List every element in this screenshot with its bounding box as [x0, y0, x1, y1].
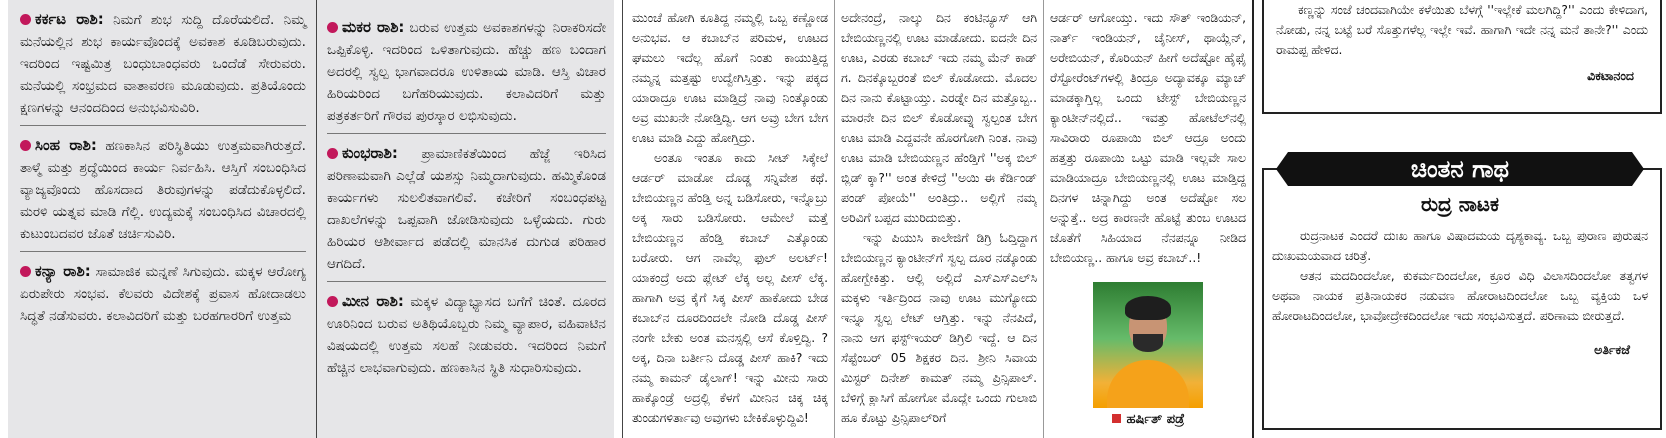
bullet-dot-icon [20, 266, 31, 277]
chintana-gatha-banner [1288, 152, 1632, 186]
story-paragraph: ಆರ್ಡರ್ ಆಗೋಯ್ತು. ಇದು ಸೌತ್ ಇಂಡಿಯನ್, ನಾರ್ತ್ ಇಂಡಿಯನ್, ಚೈನೀಸ್, ಥಾಯ್ಲೆನ್, ಅರೇಬಿಯನ್, ಕೊರಿಯನ್ ಹೀಗೆ ಅದೆಷ್ಟೋ ಹೈಫೈ ರೆಸ್ಟೋರೆಂಟ್‌ಗಳಲ್ಲಿ ತಿಂದ್ರೂ ಅದ್ಯಾವಕ್ಕೂ ಮ್ಯಾಚ್ ಮಾಡಕ್ಕಾಗ್ತಿಲ್ಲ ಒಂದು ಟೇಸ್ಟ್ ಬೇಬಿಯಣ್ಣನ ಕ್ಯಾಂಟೀನ್‌ನಲ್ಲಿದೆ.. ಇವತ್ತು ಹೋಟೆಲ್‌ನಲ್ಲಿ ಸಾವಿರಾರು ರೂಪಾಯಿ ಬಿಲ್ ಆದ್ರೂ ಅಂದು ಹತ್ತತ್ತು ರೂಪಾಯಿ ಒಟ್ಟು ಮಾಡಿ ಇಲ್ಲವೇ ಸಾಲ ಮಾಡಿಯಾದ್ರೂ ಬೇಬಿಯಣ್ಣನಲ್ಲಿ ಊಟ ಮಾಡ್ತಿದ್ದ ದಿನಗಳ ಚಿನ್ನಾಗಿದ್ದು ಅಂತ ಅದೆಷ್ಟೋ ಸಲ ಅನ್ನುತ್ತೆ.. ಅದ್ರ ಕಾರಣನೇ ಹೊಟ್ಟೆ ತುಂಬ ಊಟದ ಜೊತೆಗೆ ಸಿಹಿಯಾದ ನೆನಪನ್ನೂ ನೀಡಿದ ಬೇಬಿಯಣ್ಣ.. ಹಾಗೂ ಅವ್ರ ಕಬಾಬ್..! [1050, 11, 1246, 265]
column-rule [1252, 0, 1254, 438]
author-block [1050, 282, 1246, 427]
rashi-name: ಮಕರ ರಾಶಿ: [342, 18, 405, 36]
rashi-name: ಮೀನ ರಾಶಿ: [342, 292, 404, 310]
divider [327, 133, 606, 134]
horoscope-kanya [20, 260, 306, 327]
story-column-3 [1050, 0, 1246, 438]
signature: ವಿಕಟಾನಂದ [1587, 68, 1634, 83]
article-paragraph: ರುದ್ರನಾಟಕ ಎಂದರೆ ದುಃಖ ಹಾಗೂ ವಿಷಾದಮಯ ದೃಶ್ಯಕಾವ್ಯ. ಒಬ್ಬ ಪುರಾಣ ಪುರುಷನ ದುಃಖಮಯವಾದ ಚರಿತ್ರೆ. [1272, 229, 1648, 263]
horoscope-meena [327, 290, 606, 379]
rashi-text: ಹಣಕಾಸಿನ ಪರಿಸ್ಥಿತಿಯು ಉತ್ತಮವಾಗಿರುತ್ತದೆ. ತಾಳ್ಮೆ ಮತ್ತು ಶ್ರದ್ಧೆಯಿಂದ ಕಾರ್ಯ ನಿರ್ವಹಿಸಿ. ಆಸ್ತಿಗೆ ಸಂಬಂಧಿಸಿದ ವ್ಯಾಜ್ಯವೊಂದು ಹೊಸದಾದ ತಿರುವುಗಳನ್ನು ಪಡೆದುಕೊಳ್ಳಲಿದೆ. ಮರಳಿ ಯತ್ನವ ಮಾಡಿ ಗೆಲ್ಲಿ. ಉದ್ಯಮಕ್ಕೆ ಸಂಬಂಧಿಸಿದ ವಿಚಾರದಲ್ಲಿ ಕುಟುಂಬದವರ ಜೊತೆ ಚರ್ಚಿಸುವಿರಿ. [20, 138, 307, 242]
horoscope-column-left [8, 0, 316, 438]
author-name: ಹರ್ಷಿತ್ ಪಡ್ರೆ [1126, 412, 1185, 427]
horoscope-karkataka [20, 8, 306, 119]
rashi-name: ಕನ್ಯಾ ರಾಶಿ: [35, 262, 91, 280]
bullet-dot-icon [327, 296, 338, 307]
rashi-text: ಬರುವ ಉತ್ತಮ ಅವಕಾಶಗಳನ್ನು ನಿರಾಕರಿಸದೇ ಒಪ್ಪಿಕೊಳ್ಳಿ. ಇದರಿಂದ ಒಳಿತಾಗುವುದು. ಹೆಚ್ಚು ಹಣ ಬಂದಾಗ ಅದರಲ್ಲಿ ಸ್ವಲ್ಪ ಭಾಗವಾದರೂ ಉಳಿತಾಯ ಮಾಡಿ. ಆಸ್ತಿ ವಿಚಾರ ಹಿರಿಯರಿಂದ ಬಗೆಹರಿಯುವುದು. ಕಲಾವಿದರಿಗೆ ಮತ್ತು ಪತ್ರಕರ್ತರಿಗೆ ಗೌರವ ಪುರಸ್ಕಾರ ಲಭಿಸುವುದು. [327, 20, 606, 124]
article-text: ಕಣ್ಣನ್ನು ಸಂಜೆ ಚಂದವಾಗಿಯೇ ಕಳೆಯಿತು ಬೆಳಗ್ಗೆ ''ಇಲ್ಲೇಕೆ ಮಲಗಿದ್ದಿ?'' ಎಂದು ಕೇಳಿದಾಗ, ನೋಡು, ನನ್ನ ಬಟ್ಟೆ ಬರೆ ಸೊತ್ತುಗಳೆಲ್ಲ ಇಲ್ಲೇ ಇವೆ. ಹಾಗಾಗಿ ಇದೇ ನನ್ನ ಮನೆ ತಾನೇ?'' ಎಂದು ರಾಮಪ್ಪ ಹೇಳಿದ. [1276, 3, 1648, 57]
rashi-text: ಸಾಮಾಜಿಕ ಮನ್ನಣೆ ಸಿಗುವುದು. ಮಕ್ಕಳ ಆರೋಗ್ಯ ಏರುಪೇರು ಸಂಭವ. ಕೆಲವರು ವಿದೇಶಕ್ಕೆ ಪ್ರವಾಸ ಹೋದಾಡಲು ಸಿದ್ಧತೆ ನಡೆಸುವರು. ಕಲಾವಿದರಿಗೆ ಮತ್ತು ಬರಹಗಾರರಿಗೆ ಉತ್ತಮ [20, 264, 306, 324]
square-bullet-icon [1112, 414, 1121, 423]
story-column-2 [841, 0, 1037, 438]
story-column-1 [632, 0, 828, 438]
chintana-gatha-content [1272, 190, 1648, 358]
column-rule [834, 0, 835, 438]
rashi-text: ಮಕ್ಕಳ ವಿದ್ಯಾಭ್ಯಾಸದ ಬಗೆಗೆ ಚಿಂತೆ. ದೂರದ ಊರಿನಿಂದ ಬರುವ ಅತಿಥಿಯೊಬ್ಬರು ನಿಮ್ಮ ವ್ಯಾಪಾರ, ವಹಿವಾಟಿನ ವಿಷಯದಲ್ಲಿ ಉತ್ತಮ ಸಲಹೆ ನೀಡುವರು. ಇದರಿಂದ ನಿಮಗೆ ಹೆಚ್ಚಿನ ಲಾಭವಾಗುವುದು. ಹಣಕಾಸಿನ ಸ್ಥಿತಿ ಸುಧಾರಿಸುವುದು. [327, 294, 606, 376]
divider [327, 281, 606, 282]
author-photo [1093, 282, 1203, 408]
author-caption [1050, 412, 1246, 427]
divider [20, 251, 306, 252]
story-paragraph: ಇನ್ನು ಪಿಯುಸಿ ಕಾಲೇಜಿಗೆ ಡಿಗ್ರಿ ಓದ್ತಿದ್ದಾಗ ಬೇಬಿಯಣ್ಣನ ಕ್ಯಾಂಟೀನ್‌ಗೆ ಸ್ವಲ್ಪ ದೂರ ನಡ್ಕೊಂಡು ಹೋಗ್ಬೇಕಿತ್ತು. ಆಲ್ಲಿ ಅಲ್ಲಿದೆ ಎಸ್‌ಎಸ್‌ಎಲ್‌ಸಿ ಮಕ್ಕಳು ಇರ್ತಿದ್ರಿಂದ ನಾವು ಊಟ ಮುಗ್ಯೋದು ಇನ್ನೂ ಸ್ವಲ್ಪ ಲೇಟ್ ಆಗ್ತಿತ್ತು. ಇನ್ನು ನೆನಪಿದೆ, ನಾನು ಆಗ ಫಸ್ಟ್‌ಇಯರ್ ಡಿಗ್ರಿಲಿ ಇದ್ದೆ. ಆ ದಿನ ಸೆಪ್ಟೆಂಬರ್ 05 ಶಿಕ್ಷಕರ ದಿನ. ಶ್ರೀನಿ ಸಿವಾಯ ಮಿಸ್ಟರ್ ದಿನೇಶ್ ಕಾಮತ್ ನಮ್ಮ ಪ್ರಿನ್ಸಿಪಾಲ್. ಬೆಳಿಗ್ಗೆ ಕ್ಲಾಸಿಗೆ ಹೋಗೋ ಮೊದ್ಲೇ ಒಂದು ಗುಲಾಬಿ ಹೂ ಕೊಟ್ಟು ಪ್ರಿನ್ಸಿಪಾಲ್‌ರಿಗೆ [841, 231, 1037, 425]
horoscope-column-right [317, 0, 614, 438]
bullet-dot-icon [20, 140, 31, 151]
story-paragraph: ಅದೇನಂದ್ರೆ, ನಾಲ್ಕು ದಿನ ಕಂಟಿನ್ಯೂಸ್ ಆಗಿ ಬೇಬಿಯಣ್ಣನಲ್ಲಿ ಊಟ ಮಾಡೋದು. ಐದನೇ ದಿನ ಊಟ, ಎರಡು ಕಬಾಬ್ ಇದು ನಮ್ಮ ಮೆನ್ ಕಾಡ್ ಗ. ದಿನಕ್ಕೊಬ್ಬರಂತೆ ಬಿಲ್ ಕೊಡೋದು. ಮೊದಲ ದಿನ ನಾನು ಕೊಟ್ಟಾಯ್ತು. ಎರಡ್ನೇ ದಿನ ಮತ್ತೊಬ್ಬ.. ಮಾರನೇ ದಿನ ಬಿಲ್ ಕೊಡೋವ್ನು ಸ್ವಲ್ಪಂತ ಬೇಗ ಊಟ ಮಾಡಿ ಎದ್ದವನೇ ಹೊರಗೋಗಿ ನಿಂತ. ನಾವು ಊಟ ಮಾಡಿ ಬೇಬಿಯಣ್ಣನ ಹೆಂಡ್ತಿಗೆ ''ಅಕ್ಕ ಬಿಲ್ ಬ್ಲಿಡ್ ಕ್ಕಾ?'' ಅಂತ ಕೇಳಿದ್ರೆ ''ಅಯಿ ಈ ಕೆರ್ಡಿಂಡ್ ಪಂಡ್ ಪೋಯೆ'' ಅಂತಿದ್ರು.. ಅಲ್ಲಿಗೆ ನಮ್ಮ ಅರಿವಿಗೆ ಬಪ್ಪದ ಮುರಿದುಬಿತ್ತು. [841, 11, 1037, 225]
bullet-dot-icon [20, 14, 31, 25]
signature: ಅರ್ತಿಕಜೆ [1594, 342, 1630, 357]
story-paragraph: ಮುಂಚೆ ಹೋಗಿ ಕೂತಿದ್ದ ನಮ್ಮಲ್ಲಿ ಒಬ್ಬ ಕಣ್ಣೋಡ ಅನುಭವ. ಆ ಕಬಾಬ್‌ನ ಪರಿಮಳ, ಊಟದ ಘಮಲು ಇದೆಲ್ಲ ಹೊಗೆ ನಿಂತು ಕಾಯುತ್ತಿದ್ದ ನಮ್ಮನ್ನ ಮತ್ತಷ್ಟು ಉದ್ವೇಗಿಸ್ತಿತ್ತು. ಇನ್ನು ಪಕ್ಕದ ಯಾರಾದ್ರೂ ಊಟ ಮಾಡ್ತಿದ್ರೆ ನಾವು ನಿಂತ್ಕೊಂಡು ಅವ್ರ ಮುಖನೇ ನೋಡ್ತಿದ್ವಿ. ಆಗ ಅವ್ರು ಬೇಗ ಬೇಗ ಊಟ ಮಾಡಿ ಎದ್ದು ಹೋಗ್ತಿದ್ರು. [632, 11, 828, 145]
horoscope-makara [327, 16, 606, 127]
divider [20, 125, 306, 126]
bullet-dot-icon [327, 22, 338, 33]
rashi-name: ಸಿಂಹ ರಾಶಿ: [35, 136, 97, 154]
rashi-text: ಪ್ರಾಮಾಣಿಕತೆಯಿಂದ ಹೆಜ್ಜೆ ಇರಿಸಿದ ಪರಿಣಾಮವಾಗಿ ಎಲ್ಲೆಡೆ ಯಶಸ್ಸು ನಿಮ್ಮದಾಗುವುದು. ಹಮ್ಮಿಕೊಂಡ ಕಾರ್ಯಗಳು ಸುಲಲಿತವಾಗಲಿವೆ. ಕಚೇರಿಗೆ ಸಂಬಂಧಪಟ್ಟ ದಾಖಲೆಗಳನ್ನು ಒಪ್ಪವಾಗಿ ಜೋಡಿಸುವುದು ಒಳ್ಳೆಯದು. ಗುರು ಹಿರಿಯರ ಆಶೀರ್ವಾದ ಪಡೆದಲ್ಲಿ ಮಾನಸಿಕ ದುಗುಡ ಪರಿಹಾರ ಆಗದಿದೆ. [327, 146, 606, 272]
column-rule [622, 0, 623, 438]
rashi-text: ನಿಮಗೆ ಶುಭ ಸುದ್ದಿ ದೊರೆಯಲಿದೆ. ನಿಮ್ಮ ಮನೆಯಲ್ಲಿನ ಶುಭ ಕಾರ್ಯವೊಂದಕ್ಕೆ ಅವಕಾಶ ಕೂಡಿಬರುವುದು. ಇದರಿಂದ ಇಷ್ಟಮಿತ್ರ ಬಂಧುಬಾಂಧವರು ಒಂದೆಡೆ ಸೇರುವರು. ಮನೆಯಲ್ಲಿ ಸಂಭ್ರಮದ ವಾತಾವರಣ ಮೂಡುವುದು. ಪ್ರತಿಯೊಂದು ಕ್ಷಣಗಳನ್ನು ಆನಂದದಿಂದ ಅನುಭವಿಸುವಿರಿ. [20, 12, 306, 116]
rashi-name: ಕುಂಭರಾಶಿ: [342, 144, 398, 162]
article-title: ರುದ್ರ ನಾಟಕ [1421, 192, 1499, 216]
column-rule [1043, 0, 1044, 438]
top-right-article [1262, 0, 1662, 114]
rashi-name: ಕರ್ಕಟ ರಾಶಿ: [35, 10, 104, 28]
horoscope-kumbha [327, 142, 606, 275]
bullet-dot-icon [327, 148, 338, 159]
horoscope-simha [20, 134, 306, 245]
article-paragraph: ಆತನ ಮದದಿಂದಲೋ, ಕುಕರ್ಮದಿಂದಲೋ, ಕ್ರೂರ ವಿಧಿ ವಿಲಾಸದಿಂದಲೋ ತತ್ವಗಳ ಅಥವಾ ನಾಯಕ ಪ್ರತಿನಾಯಕರ ನಡುವಣ ಹೋರಾಟದಿಂದಲೋ ಒಬ್ಬ ವ್ಯಕ್ತಿಯ ಒಳ ಹೋರಾಟದಿಂದಲೋ, ಭಾವೋದ್ರೇಕದಿಂದಲೋ ಇದು ಸಂಭವಿಸುತ್ತದೆ. ಪರಿಣಾಮ ಬೀರುತ್ತದೆ. [1272, 269, 1648, 323]
banner-title: ಚಿಂತನ ಗಾಥ [1410, 155, 1510, 183]
story-paragraph: ಅಂತೂ ಇಂತೂ ಕಾದು ಸೀಟ್ ಸಿಕ್ಕೇಲೆ ಆರ್ಡರ್ ಮಾಡೋ ದೊಡ್ಡ ಸನ್ನಿವೇಶ ಕಥೆ. ಬೇಬಿಯಣ್ಣನ ಹೆಂಡ್ತಿ ಅನ್ನ ಬಡಿಸೋರು, ಇನ್ನೊಬ್ರು ಅಕ್ಕ ಸಾರು ಬಡಿಸೋರು. ಆಮೇಲೆ ಮತ್ತೆ ಬೇಬಿಯಣ್ಣನ ಹೆಂಡ್ತಿ ಕಬಾಬ್ ಎತ್ಕೊಂಡು ಬರೋರು. ಆಗ ನಾವೆಲ್ಲ ಫುಲ್ ಅಲರ್ಟ್! ಯಾಕಂದ್ರೆ ಅದು ಪ್ಲೇಟ್ ಲೆಕ್ಕ ಅಲ್ಲ ಪೀಸ್ ಲೆಕ್ಕ. ಹಾಗಾಗಿ ಅವ್ರ ಕೈಗೆ ಸಿಕ್ಕ ಪೀಸ್ ಹಾಕೋದು ಬೇಡ ಕಬಾಬ್‌ನ ದೂರದಿಂದಲೇ ನೋಡಿ ದೊಡ್ಡ ಪೀಸ್ ನಂಗೇ ಬೇಕು ಅಂತ ಮನಸ್ಸಲ್ಲಿ ಆಸೆ ಕೊಳ್ತಿದ್ವಿ. ?ಅಕ್ಕ, ದಿನಾ ಬರ್ತೀನಿ ದೊಡ್ಡ ಪೀಸ್ ಹಾಕಿ? ಇದು ನಮ್ಮ ಕಾಮನ್ ಡೈಲಾಗ್! ಇನ್ನು ಮೀನು ಸಾರು ಹಾಕ್ಕೊಂಡ್ರೆ ಅದ್ರಲ್ಲಿ ಕೆಳಗೆ ಮೀನಿನ ಚಿಕ್ಕ ಚಿಕ್ಕ ತುಂಡುಗಳಿರ್ತಾವು ಅವುಗಳು ಬೇಕಿಕೊಳ್ಳುದ್ದಿವಿ! [632, 151, 828, 425]
